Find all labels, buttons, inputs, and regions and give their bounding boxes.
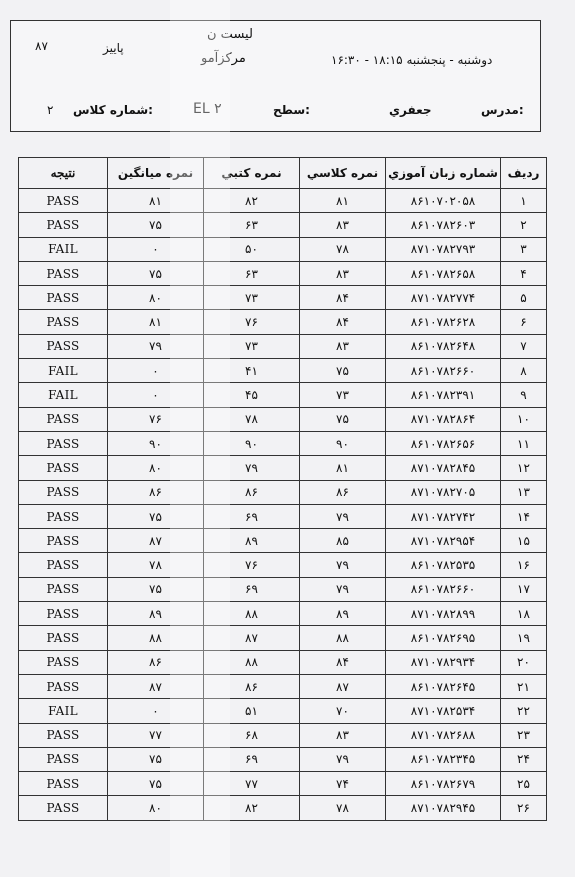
row-number-cell: ۲۴ xyxy=(501,747,547,771)
column-header-result: نتیجه xyxy=(19,158,108,189)
table-row xyxy=(19,529,547,553)
table-row xyxy=(19,407,547,431)
table-row xyxy=(19,723,547,747)
result-cell: PASS xyxy=(19,577,108,601)
grades-body xyxy=(19,189,547,821)
written-grade-cell: ۸۸ xyxy=(204,650,300,674)
table-row xyxy=(19,626,547,650)
row-number-cell: ۱۲ xyxy=(501,456,547,480)
table-row xyxy=(19,553,547,577)
class-grade-cell: ۷۴ xyxy=(300,772,386,796)
class-grade-cell: ۸۳ xyxy=(300,723,386,747)
table-row xyxy=(19,189,547,213)
row-number-cell: ۲ xyxy=(501,213,547,237)
teacher-label: مدرس: xyxy=(481,103,524,117)
table-row xyxy=(19,383,547,407)
written-grade-cell: ۴۱ xyxy=(204,359,300,383)
student-id-cell: ۸۷۱۰۷۸۲۶۸۸ xyxy=(386,723,501,747)
student-id-cell: ۸۷۱۰۷۸۲۷۷۴ xyxy=(386,286,501,310)
class-grade-cell: ۷۹ xyxy=(300,747,386,771)
table-row xyxy=(19,334,547,358)
class-grade-cell: ۸۸ xyxy=(300,626,386,650)
student-id-cell: ۸۷۱۰۷۸۲۸۶۴ xyxy=(386,407,501,431)
average-grade-cell: ۰ xyxy=(108,383,204,407)
row-number-cell: ۵ xyxy=(501,286,547,310)
table-row xyxy=(19,602,547,626)
table-row xyxy=(19,213,547,237)
row-number-cell: ۱۹ xyxy=(501,626,547,650)
table-row xyxy=(19,431,547,455)
center-fragment: مرکزآمو xyxy=(201,51,246,66)
average-grade-cell: ۸۷ xyxy=(108,529,204,553)
row-number-cell: ۱۴ xyxy=(501,504,547,528)
student-id-cell: ۸۶۱۰۷۸۲۶۶۰ xyxy=(386,359,501,383)
row-number-cell: ۱۳ xyxy=(501,480,547,504)
row-number-cell: ۱۰ xyxy=(501,407,547,431)
student-id-cell: ۸۶۱۰۷۸۲۳۹۱ xyxy=(386,383,501,407)
row-number-cell: ۳ xyxy=(501,237,547,261)
written-grade-cell: ۸۲ xyxy=(204,796,300,820)
table-row xyxy=(19,650,547,674)
result-cell: PASS xyxy=(19,456,108,480)
level-label: سطح: xyxy=(273,103,310,117)
student-id-cell: ۸۶۱۰۷۸۲۵۳۵ xyxy=(386,553,501,577)
season-label: پاییز xyxy=(103,41,124,55)
table-row xyxy=(19,504,547,528)
row-number-cell: ۲۰ xyxy=(501,650,547,674)
column-header-row-number: ردیف xyxy=(501,158,547,189)
paper-fold-shade xyxy=(170,0,230,877)
row-number-cell: ۱۶ xyxy=(501,553,547,577)
written-grade-cell: ۶۸ xyxy=(204,723,300,747)
class-grade-cell: ۸۷ xyxy=(300,674,386,698)
class-grade-cell: ۹۰ xyxy=(300,431,386,455)
student-id-cell: ۸۶۱۰۷۸۲۶۰۳ xyxy=(386,213,501,237)
table-row xyxy=(19,359,547,383)
table-row xyxy=(19,699,547,723)
student-id-cell: ۸۶۱۰۷۸۲۶۲۸ xyxy=(386,310,501,334)
table-row xyxy=(19,286,547,310)
student-id-cell: ۸۶۱۰۷۸۲۶۷۹ xyxy=(386,772,501,796)
average-grade-cell: ۸۶ xyxy=(108,480,204,504)
table-header-row xyxy=(19,158,547,189)
average-grade-cell: ۰ xyxy=(108,359,204,383)
row-number-cell: ۲۲ xyxy=(501,699,547,723)
written-grade-cell: ۷۳ xyxy=(204,334,300,358)
class-grade-cell: ۸۴ xyxy=(300,650,386,674)
row-number-cell: ۲۶ xyxy=(501,796,547,820)
result-cell: PASS xyxy=(19,286,108,310)
average-grade-cell: ۷۵ xyxy=(108,772,204,796)
average-grade-cell: ۰ xyxy=(108,699,204,723)
class-grade-cell: ۷۰ xyxy=(300,699,386,723)
year-label: ۸۷ xyxy=(35,39,48,53)
level-value: EL ۲ xyxy=(193,101,222,117)
written-grade-cell: ۹۰ xyxy=(204,431,300,455)
average-grade-cell: ۸۶ xyxy=(108,650,204,674)
row-number-cell: ۱۵ xyxy=(501,529,547,553)
student-id-cell: ۸۷۱۰۷۸۲۷۰۵ xyxy=(386,480,501,504)
average-grade-cell: ۷۵ xyxy=(108,504,204,528)
result-cell: PASS xyxy=(19,723,108,747)
schedule-label: دوشنبه - پنجشنبه ۱۸:۱۵ - ۱۶:۳۰ xyxy=(331,53,493,67)
written-grade-cell: ۷۸ xyxy=(204,407,300,431)
teacher-name: جعفري xyxy=(389,103,432,117)
class-grade-cell: ۸۳ xyxy=(300,334,386,358)
average-grade-cell: ۹۰ xyxy=(108,431,204,455)
class-grade-cell: ۷۳ xyxy=(300,383,386,407)
row-number-cell: ۱۱ xyxy=(501,431,547,455)
written-grade-cell: ۸۶ xyxy=(204,480,300,504)
class-grade-cell: ۷۵ xyxy=(300,359,386,383)
row-number-cell: ۲۳ xyxy=(501,723,547,747)
result-cell: PASS xyxy=(19,213,108,237)
student-id-cell: ۸۶۱۰۷۸۲۳۴۵ xyxy=(386,747,501,771)
class-grade-cell: ۷۹ xyxy=(300,504,386,528)
written-grade-cell: ۷۶ xyxy=(204,310,300,334)
table-row xyxy=(19,310,547,334)
column-header-student-id: شماره زبان آموزي xyxy=(386,158,501,189)
result-cell: PASS xyxy=(19,674,108,698)
column-header-written-grade: نمره کتبي xyxy=(204,158,300,189)
result-cell: PASS xyxy=(19,480,108,504)
result-cell: FAIL xyxy=(19,699,108,723)
student-id-cell: ۸۷۱۰۷۸۲۹۳۴ xyxy=(386,650,501,674)
written-grade-cell: ۷۹ xyxy=(204,456,300,480)
table-row xyxy=(19,261,547,285)
written-grade-cell: ۶۳ xyxy=(204,261,300,285)
average-grade-cell: ۸۱ xyxy=(108,310,204,334)
student-id-cell: ۸۶۱۰۷۸۲۶۴۵ xyxy=(386,674,501,698)
student-id-cell: ۸۷۱۰۷۸۲۹۴۵ xyxy=(386,796,501,820)
column-header-average-grade: نمره میانگین xyxy=(108,158,204,189)
average-grade-cell: ۸۰ xyxy=(108,286,204,310)
class-number-value: ۲ xyxy=(47,103,54,117)
result-cell: PASS xyxy=(19,626,108,650)
class-grade-cell: ۸۹ xyxy=(300,602,386,626)
written-grade-cell: ۸۷ xyxy=(204,626,300,650)
written-grade-cell: ۶۹ xyxy=(204,577,300,601)
row-number-cell: ۷ xyxy=(501,334,547,358)
student-id-cell: ۸۷۱۰۷۸۲۹۵۴ xyxy=(386,529,501,553)
result-cell: PASS xyxy=(19,431,108,455)
average-grade-cell: ۷۸ xyxy=(108,553,204,577)
row-number-cell: ۱ xyxy=(501,189,547,213)
table-row xyxy=(19,456,547,480)
class-grade-cell: ۸۵ xyxy=(300,529,386,553)
average-grade-cell: ۸۰ xyxy=(108,796,204,820)
written-grade-cell: ۸۸ xyxy=(204,602,300,626)
average-grade-cell: ۷۷ xyxy=(108,723,204,747)
class-grade-cell: ۸۴ xyxy=(300,310,386,334)
result-cell: PASS xyxy=(19,796,108,820)
result-cell: PASS xyxy=(19,529,108,553)
class-grade-cell: ۸۱ xyxy=(300,189,386,213)
row-number-cell: ۶ xyxy=(501,310,547,334)
result-cell: PASS xyxy=(19,772,108,796)
average-grade-cell: ۷۹ xyxy=(108,334,204,358)
result-cell: FAIL xyxy=(19,237,108,261)
result-cell: PASS xyxy=(19,504,108,528)
written-grade-cell: ۶۹ xyxy=(204,747,300,771)
result-cell: PASS xyxy=(19,747,108,771)
student-id-cell: ۸۷۱۰۷۸۲۷۹۳ xyxy=(386,237,501,261)
average-grade-cell: ۷۵ xyxy=(108,747,204,771)
table-row xyxy=(19,237,547,261)
average-grade-cell: ۷۵ xyxy=(108,213,204,237)
student-id-cell: ۸۶۱۰۷۰۲۰۵۸ xyxy=(386,189,501,213)
student-id-cell: ۸۷۱۰۷۸۲۸۹۹ xyxy=(386,602,501,626)
table-row xyxy=(19,772,547,796)
average-grade-cell: ۷۶ xyxy=(108,407,204,431)
table-row xyxy=(19,480,547,504)
row-number-cell: ۴ xyxy=(501,261,547,285)
student-id-cell: ۸۶۱۰۷۸۲۶۹۵ xyxy=(386,626,501,650)
written-grade-cell: ۸۲ xyxy=(204,189,300,213)
class-grade-cell: ۸۴ xyxy=(300,286,386,310)
class-grade-cell: ۷۹ xyxy=(300,577,386,601)
student-id-cell: ۸۷۱۰۷۸۲۷۴۲ xyxy=(386,504,501,528)
student-id-cell: ۸۷۱۰۷۸۲۵۳۴ xyxy=(386,699,501,723)
table-row xyxy=(19,674,547,698)
student-id-cell: ۸۶۱۰۷۸۲۶۴۸ xyxy=(386,334,501,358)
average-grade-cell: ۰ xyxy=(108,237,204,261)
average-grade-cell: ۸۱ xyxy=(108,189,204,213)
student-id-cell: ۸۶۱۰۷۸۲۶۶۰ xyxy=(386,577,501,601)
class-grade-cell: ۸۳ xyxy=(300,261,386,285)
written-grade-cell: ۸۶ xyxy=(204,674,300,698)
average-grade-cell: ۸۸ xyxy=(108,626,204,650)
written-grade-cell: ۷۷ xyxy=(204,772,300,796)
result-cell: PASS xyxy=(19,650,108,674)
result-cell: PASS xyxy=(19,602,108,626)
row-number-cell: ۹ xyxy=(501,383,547,407)
class-grade-cell: ۷۸ xyxy=(300,237,386,261)
result-cell: FAIL xyxy=(19,383,108,407)
student-id-cell: ۸۶۱۰۷۸۲۶۵۸ xyxy=(386,261,501,285)
table-row xyxy=(19,796,547,820)
written-grade-cell: ۵۱ xyxy=(204,699,300,723)
row-number-cell: ۲۵ xyxy=(501,772,547,796)
table-row xyxy=(19,747,547,771)
average-grade-cell: ۸۰ xyxy=(108,456,204,480)
grades-table xyxy=(18,157,547,821)
row-number-cell: ۱۷ xyxy=(501,577,547,601)
result-cell: PASS xyxy=(19,553,108,577)
result-cell: PASS xyxy=(19,334,108,358)
average-grade-cell: ۸۷ xyxy=(108,674,204,698)
written-grade-cell: ۶۳ xyxy=(204,213,300,237)
row-number-cell: ۸ xyxy=(501,359,547,383)
class-grade-cell: ۷۸ xyxy=(300,796,386,820)
average-grade-cell: ۸۹ xyxy=(108,602,204,626)
row-number-cell: ۲۱ xyxy=(501,674,547,698)
written-grade-cell: ۷۳ xyxy=(204,286,300,310)
header-box xyxy=(10,20,541,132)
result-cell: PASS xyxy=(19,261,108,285)
written-grade-cell: ۸۹ xyxy=(204,529,300,553)
average-grade-cell: ۷۵ xyxy=(108,577,204,601)
result-cell: PASS xyxy=(19,310,108,334)
written-grade-cell: ۵۰ xyxy=(204,237,300,261)
result-cell: PASS xyxy=(19,407,108,431)
written-grade-cell: ۶۹ xyxy=(204,504,300,528)
class-number-label: شماره کلاس: xyxy=(73,103,153,117)
class-grade-cell: ۷۵ xyxy=(300,407,386,431)
written-grade-cell: ۷۶ xyxy=(204,553,300,577)
title-fragment: لیست ن xyxy=(207,27,253,42)
average-grade-cell: ۷۵ xyxy=(108,261,204,285)
result-cell: PASS xyxy=(19,189,108,213)
column-header-class-grade: نمره کلاسي xyxy=(300,158,386,189)
table-row xyxy=(19,577,547,601)
written-grade-cell: ۴۵ xyxy=(204,383,300,407)
class-grade-cell: ۸۱ xyxy=(300,456,386,480)
class-grade-cell: ۸۳ xyxy=(300,213,386,237)
class-grade-cell: ۸۶ xyxy=(300,480,386,504)
result-cell: FAIL xyxy=(19,359,108,383)
student-id-cell: ۸۷۱۰۷۸۲۸۴۵ xyxy=(386,456,501,480)
class-grade-cell: ۷۹ xyxy=(300,553,386,577)
row-number-cell: ۱۸ xyxy=(501,602,547,626)
student-id-cell: ۸۶۱۰۷۸۲۶۵۶ xyxy=(386,431,501,455)
